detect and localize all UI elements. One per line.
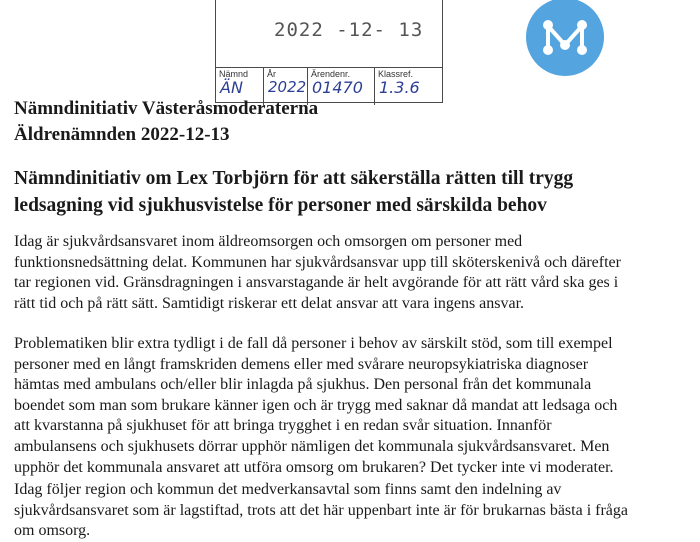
moderaterna-m-logo-icon [526,0,604,76]
stamp-date: 2022 -12- 13 [274,19,424,41]
text-line: personer med en långt framskriden demens eller med svårare neuropsykiatriska diagnoser [14,355,589,373]
paragraph-1 [14,232,694,314]
text-line: hämtas med ambulans och/eller blir inlagda på sjukhus. Den personal från det kommunala [14,376,592,394]
text-line: Problematiken blir extra tydligt i de fall då personer i behov av särskilt stöd, som till exempel [14,335,613,352]
stamp-field-value: ÄN [220,78,243,97]
title-line: Nämndinitiativ om Lex Torbjörn för att säkerställa rätten till trygg [14,168,574,189]
paragraph-2 [14,334,694,478]
text-line: om omsorg. [14,522,91,540]
text-line: rätt tid och på rätt sätt. Samtidigt riskerar ett delat ansvar att vara ingens ansvar. [14,294,525,312]
text-line: att kvarstanna på sjukhuset för att bringa trygghet i en redan svår situation. Innanför [14,417,552,435]
text-line: boendet som man som brukare känner igen och är trygg med saknar då mandat att ledsaga och [14,396,618,414]
stamp-field-label: År [267,69,276,79]
text-line: funktionsnedsättning delat. Kommunen har sjukvårdsansvar upp till sköterskenivå och därefter [14,253,621,271]
stamp-field-label: Ärendenr. [311,69,351,79]
paragraph-3 [14,480,694,542]
text-line: Idag följer region och kommun det medverkansavtal som finns samt den indelning av [14,481,562,498]
stamp-field-value: 1.3.6 [379,78,420,97]
registration-stamp [215,0,443,103]
stamp-field-label: Klassref. [378,69,414,79]
header-line: Nämndinitiativ Västeråsmoderaterna [14,98,319,119]
title-line: ledsagning vid sjukhusvistelse för personer med särskilda behov [14,195,547,216]
header-line: Äldrenämnden 2022-12-13 [14,124,230,145]
stamp-field-klassref [375,68,442,105]
text-line: sjukvårdsansvaret som är lagstiftad, trots att det här uppenbart inte är för brukarnas bästa i fråga [14,501,629,519]
text-line: Idag är sjukvårdsansvaret inom äldreomsorgen och omsorgen om personer med [14,233,523,250]
text-line: ambulansens och sjukhusets dörrar upphör nämligen det kommunala sjukvårdsansvaret. Men [14,437,610,455]
text-line: upphör det kommunala ansvaret att utföra omsorg om brukaren? Det tycker inte vi moderater. [14,458,614,476]
stamp-field-value: 2022 [268,78,307,96]
document-title [14,165,694,219]
stamp-field-label: Nämnd [219,69,249,79]
document-header [14,96,318,148]
stamp-field-value: 01470 [312,78,363,97]
text-line: tar regionen vid. Gränsdragningen i ansvarstagande är helt avgörande för att rätt vård ska ges i [14,274,619,292]
